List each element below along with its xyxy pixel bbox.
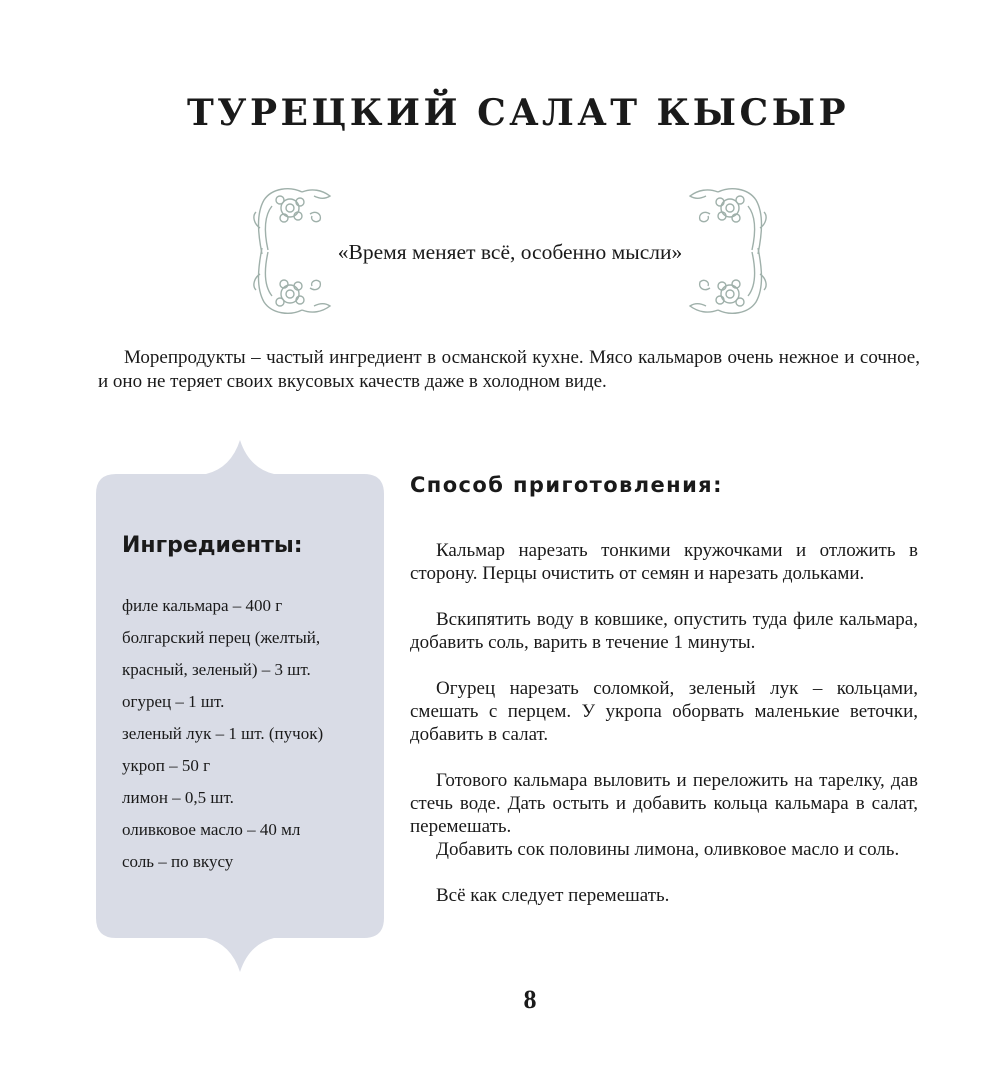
method-step: Вскипятить воду в ковшике, опустить туда филе кальмара, добавить соль, варить в течение 1 минуты. <box>410 609 918 653</box>
recipe-title: ТУРЕЦКИЙ САЛАТ КЫСЫР <box>186 92 850 134</box>
method-step: Всё как следует перемешать. <box>436 885 670 906</box>
ingredient-item: укроп – 50 г <box>122 756 211 775</box>
method-step: Огурец нарезать соломкой, зеленый лук – кольцами, смешать с перцем. У укропа оборвать маленькие веточки, добавить в салат. <box>410 678 918 745</box>
ingredient-item: соль – по вкусу <box>122 852 234 871</box>
ingredient-item: огурец – 1 шт. <box>122 692 225 711</box>
ingredients-list <box>122 590 323 878</box>
method-step: Добавить сок половины лимона, оливковое масло и соль. <box>436 839 900 860</box>
method-step: Кальмар нарезать тонкими кружочками и отложить в сторону. Перцы очистить от семян и нарезать дольками. <box>410 540 918 584</box>
ingredient-item: филе кальмара – 400 г <box>122 596 283 615</box>
method-steps <box>410 539 918 930</box>
method-step: Готового кальмара выловить и переложить на тарелку, дав стечь воде. Дать остыть и добавить кольца кальмара в салат, перемешать. <box>410 770 918 837</box>
ingredients-heading: Ингредиенты: <box>122 533 303 558</box>
ingredient-item: оливковое масло – 40 мл <box>122 820 301 839</box>
ingredient-item: лимон – 0,5 шт. <box>122 788 234 807</box>
epigraph-frame <box>250 180 770 320</box>
page-number: 8 <box>523 985 537 1014</box>
ingredient-item: болгарский перец (желтый, <box>122 628 321 647</box>
ingredient-item: красный, зеленый) – 3 шт. <box>122 660 311 679</box>
intro-paragraph: Морепродукты – частый ингредиент в османской кухне. Мясо кальмаров очень нежное и сочное, и оно не теряет своих вкусовых качеств даже в холодном виде. <box>98 347 920 392</box>
method-heading: Способ приготовления: <box>410 473 723 497</box>
ingredients-panel <box>96 440 384 972</box>
ingredient-item: зеленый лук – 1 шт. (пучок) <box>122 724 324 743</box>
epigraph-quote: «Время меняет всё, особенно мысли» <box>337 240 683 264</box>
